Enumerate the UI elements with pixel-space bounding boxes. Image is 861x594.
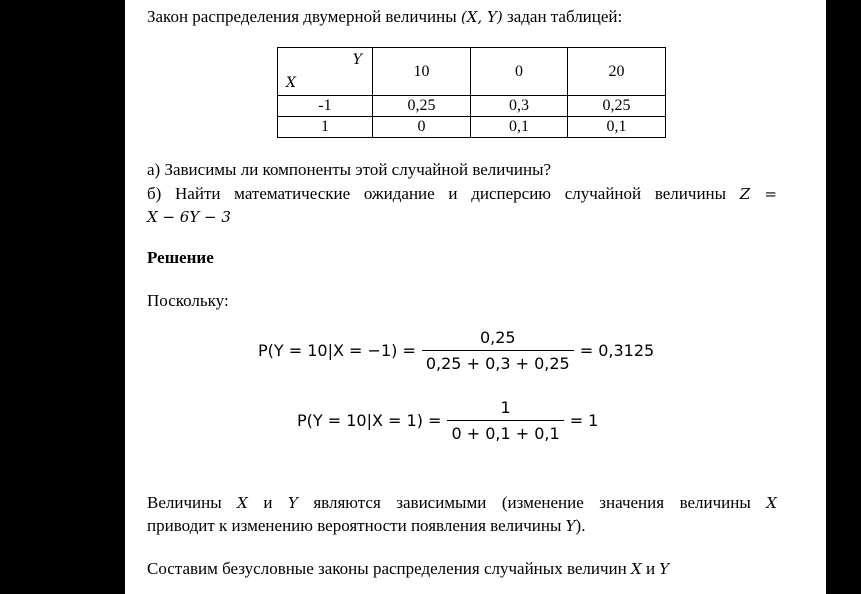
table-cell: 0,25	[568, 96, 666, 117]
formula-2-denominator: 0 + 0,1 + 0,1	[447, 420, 563, 443]
next-step-sentence: Составим безусловные законы распределения случайных величин	[147, 559, 631, 578]
next-step-math-x: X	[631, 560, 642, 578]
question-b-math-z: Z =	[739, 185, 778, 203]
table-cell: 0,1	[471, 117, 568, 138]
conclusion-text: Величины	[147, 493, 238, 512]
conclusion-math-x: X	[766, 494, 777, 512]
table-header-y-value: 0	[471, 48, 568, 96]
next-step-and: и	[641, 559, 660, 578]
conclusion-math-x: X	[237, 494, 248, 512]
conclusion-text: ).	[575, 516, 586, 535]
table-x-label: X	[286, 75, 296, 91]
table-cell: 0,3	[471, 96, 568, 117]
distribution-table	[277, 47, 666, 138]
table-y-label: Y	[352, 52, 362, 68]
table-cell: 0,25	[373, 96, 471, 117]
table-corner-cell	[278, 48, 373, 96]
table-header-y-value: 20	[568, 48, 666, 96]
formula-2-result: = 1	[569, 411, 599, 430]
conclusion-text: являются зависимыми (изменение значения величины	[297, 493, 767, 512]
formula-1-numerator: 0,25	[479, 328, 516, 347]
formula-2-fraction	[447, 398, 563, 443]
question-a: а) Зависимы ли компоненты этой случайной величины?	[147, 160, 552, 179]
table-header-y-value: 10	[373, 48, 471, 96]
conclusion-math-y: Y	[287, 494, 298, 512]
conclusion-line1	[147, 492, 777, 514]
next-step-text	[147, 558, 777, 580]
formula-2	[297, 398, 598, 443]
conclusion-text: приводит к изменению вероятности появления величины	[147, 516, 566, 535]
next-step-math-y: Y	[659, 560, 670, 578]
intro-text	[147, 6, 777, 28]
formula-2-lhs: P(Y = 10|X = 1) =	[297, 411, 442, 430]
table-cell: 0,1	[568, 117, 666, 138]
formula-1-denominator: 0,25 + 0,3 + 0,25	[422, 350, 574, 373]
conclusion-and: и	[247, 493, 288, 512]
table-cell: 0	[373, 117, 471, 138]
formula-1	[258, 328, 654, 373]
question-b-text: б) Найти математические ожидание и дисперсию случайной величины	[147, 184, 740, 203]
formula-1-lhs: P(Y = 10|X = −1) =	[258, 341, 416, 360]
table-row	[278, 117, 666, 138]
intro-text-before: Закон распределения двумерной величины	[147, 7, 461, 26]
table-row	[278, 96, 666, 117]
solution-heading: Решение	[147, 248, 214, 267]
question-b-line1	[147, 183, 777, 205]
since-text: Поскольку:	[147, 291, 229, 310]
table-header-row	[278, 48, 666, 96]
intro-text-after: задан таблицей:	[502, 7, 623, 26]
intro-pair-math: (X, Y)	[460, 8, 503, 26]
table-row-x-value: 1	[278, 117, 373, 138]
formula-2-numerator: 1	[500, 398, 511, 417]
table-row-x-value: -1	[278, 96, 373, 117]
document-page	[125, 0, 826, 594]
question-b-math-expr: X − 6Y − 3	[147, 208, 231, 226]
formula-1-fraction	[422, 328, 574, 373]
question-b-line2	[147, 206, 777, 228]
conclusion-math-y: Y	[565, 517, 576, 535]
formula-1-result: = 0,3125	[579, 341, 655, 360]
conclusion-line2	[147, 515, 777, 537]
